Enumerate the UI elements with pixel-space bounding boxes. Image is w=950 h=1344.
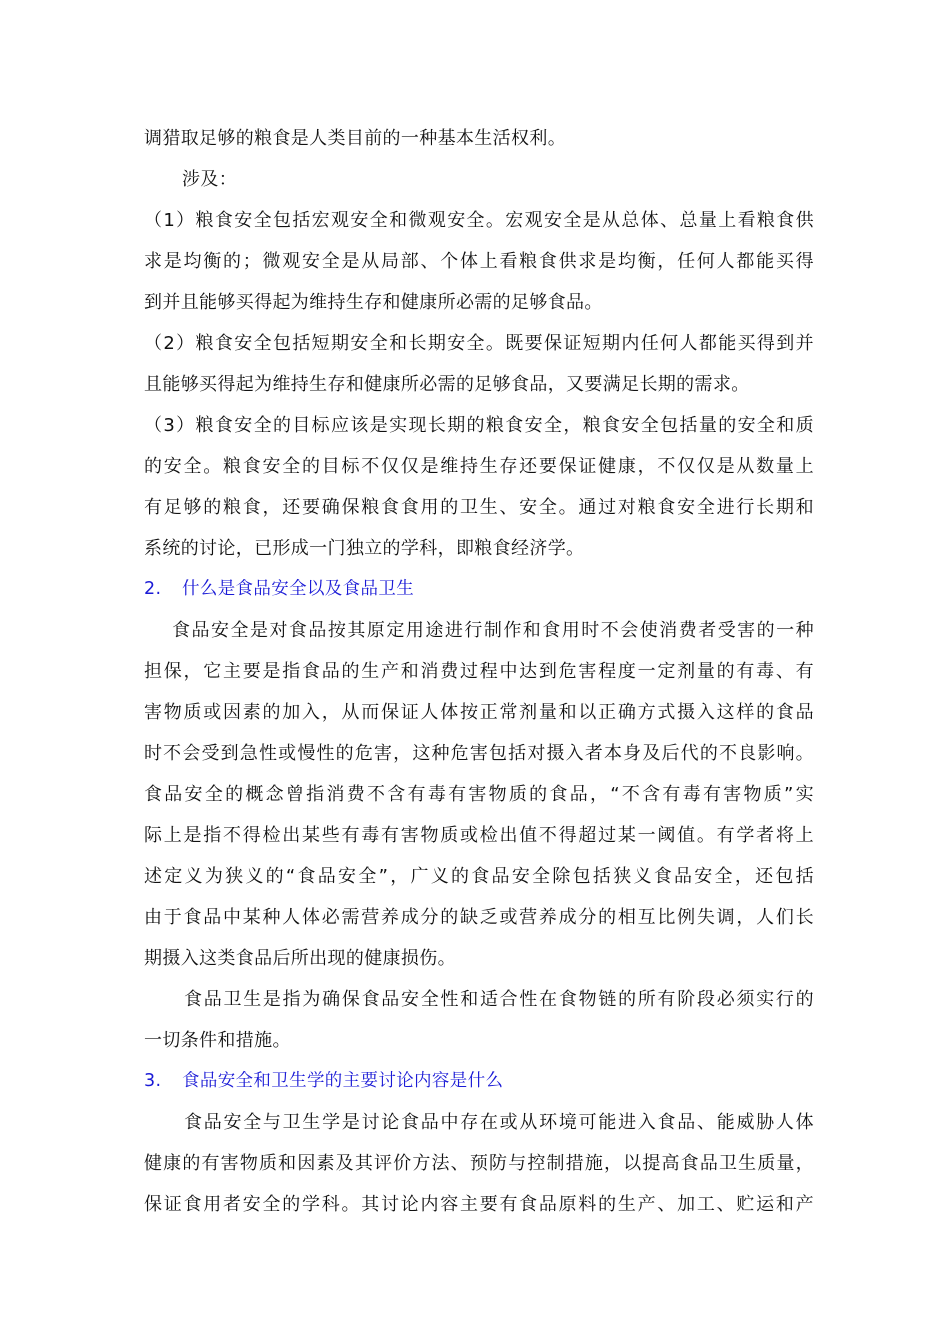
paragraph-line: 到并且能够买得起为维持生存和健康所必需的足够食品。 [144,292,603,313]
paragraph-line: 且能够买得起为维持生存和健康所必需的足够食品，又要满足长期的需求。 [144,374,750,395]
paragraph-line: 际上是指不得检出某些有毒有害物质或检出值不得超过某一阈值。有学者将上 [144,825,814,846]
list-item-line: （3）粮食安全的目标应该是实现长期的粮食安全，粮食安全包括量的安全和质 [144,415,814,436]
section-title: 什么是食品安全以及食品卫生 [182,579,415,599]
paragraph-line: 食品卫生是指为确保食品安全性和适合性在食物链的所有阶段必须实行的 [184,989,814,1010]
paragraph-line: 求是均衡的；微观安全是从局部、个体上看粮食供求是均衡，任何人都能买得 [144,251,814,272]
paragraph-line: 食品安全与卫生学是讨论食品中存在或从环境可能进入食品、能威胁人体 [184,1112,814,1133]
paragraph-line: 的安全。粮食安全的目标不仅仅是维持生存还要保证健康，不仅仅是从数量上 [144,456,814,477]
list-item-line: （2）粮食安全包括短期安全和长期安全。既要保证短期内任何人都能买得到并 [144,333,814,354]
paragraph-line: 保证食用者安全的学科。其讨论内容主要有食品原料的生产、加工、贮运和产 [144,1194,814,1215]
paragraph-line: 调猎取足够的粮食是人类目前的一种基本生活权利。 [144,128,567,149]
section-number: 3. [144,1071,162,1091]
paragraph-line: 食品安全的概念曾指消费不含有毒有害物质的食品，“不含有毒有害物质”实 [144,784,814,805]
list-item-line: （1）粮食安全包括宏观安全和微观安全。宏观安全是从总体、总量上看粮食供 [144,210,814,231]
paragraph-line: 由于食品中某种人体必需营养成分的缺乏或营养成分的相互比例失调，人们长 [144,907,814,928]
section-heading-3 [144,1061,814,1102]
document-body [144,118,814,1225]
section-number: 2. [144,579,162,599]
paragraph-line: 时不会受到急性或慢性的危害，这种危害包括对摄入者本身及后代的不良影响。 [144,743,814,764]
paragraph-line: 述定义为狭义的“食品安全”，广义的食品安全除包括狭义食品安全，还包括 [144,866,814,887]
paragraph-line: 涉及： [182,169,238,190]
section-heading-2 [144,569,814,610]
section-title: 食品安全和卫生学的主要讨论内容是什么 [182,1071,504,1091]
paragraph-line: 食品安全是对食品按其原定用途进行制作和食用时不会使消费者受害的一种 [172,620,814,641]
paragraph-line: 系统的讨论，已形成一门独立的学科，即粮食经济学。 [144,538,585,559]
paragraph-line: 健康的有害物质和因素及其评价方法、预防与控制措施，以提高食品卫生质量， [144,1153,814,1174]
paragraph-line: 期摄入这类食品后所出现的健康损伤。 [144,948,456,969]
paragraph-line: 有足够的粮食，还要确保粮食食用的卫生、安全。通过对粮食安全进行长期和 [144,497,814,518]
paragraph-line: 担保，它主要是指食品的生产和消费过程中达到危害程度一定剂量的有毒、有 [144,661,814,682]
paragraph-line: 一切条件和措施。 [144,1030,291,1051]
paragraph-line: 害物质或因素的加入，从而保证人体按正常剂量和以正确方式摄入这样的食品 [144,702,814,723]
